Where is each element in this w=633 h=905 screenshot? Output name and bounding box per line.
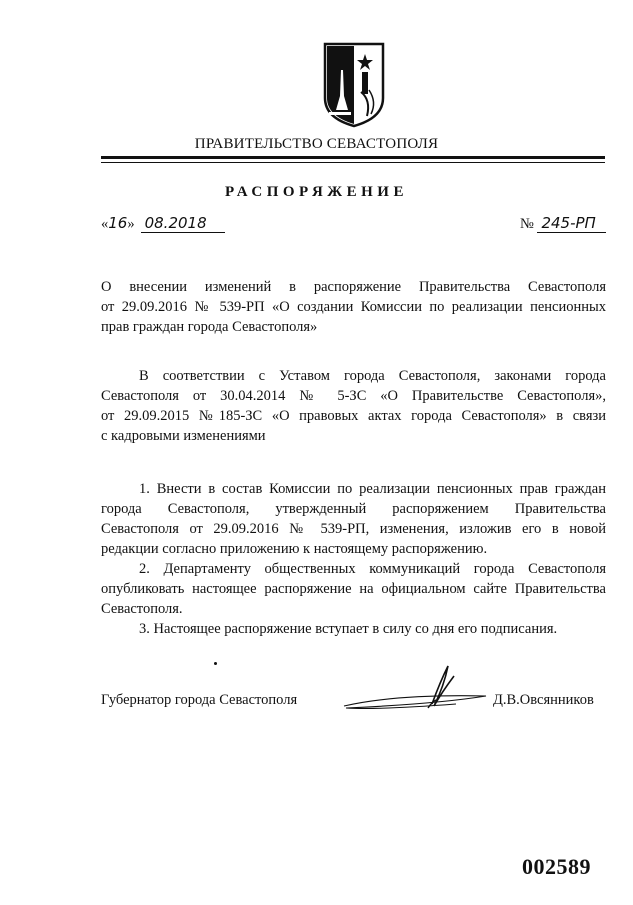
preamble [101, 366, 606, 446]
sevastopol-coat-of-arms-icon [321, 40, 387, 128]
ordered-items [101, 479, 606, 639]
item-1-line: Севастополя от 29.09.2016 № 539-РП, изменения, изложив его в новой [101, 521, 606, 537]
item-2-line: 2. Департаменту общественных коммуникаций города Севастополя [139, 561, 606, 577]
subject-line: прав граждан города Севастополя» [101, 319, 318, 335]
date-month-year: 08.2018 [141, 214, 225, 233]
document-number [520, 214, 606, 233]
government-title: ПРАВИТЕЛЬСТВО СЕВАСТОПОЛЯ [194, 136, 439, 152]
date-open-quote: « [101, 216, 109, 232]
signatory-title: Губернатор города Севастополя [101, 692, 298, 708]
document-subject [101, 277, 606, 337]
header-rule-thin [101, 162, 605, 163]
number-value: 245-РП [537, 214, 605, 233]
item-2-line: Севастополя. [101, 601, 183, 617]
preamble-line: Севастополя от 30.04.2014 № 5-ЗС «О Правительстве Севастополя», [101, 388, 606, 404]
item-1-line: 1. Внести в состав Комиссии по реализации пенсионных прав граждан [139, 481, 606, 497]
date-day: 16 [108, 214, 128, 232]
item-1-line: города Севастополя, утвержденный распоряжением Правительства [101, 501, 606, 517]
document-date [101, 214, 225, 233]
handwritten-signature [336, 662, 506, 718]
date-close-quote: » [127, 216, 135, 232]
subject-line: от 29.09.2016 № 539-РП «О создании Комиссии по реализации пенсионных [101, 299, 606, 315]
subject-line: О внесении изменений в распоряжение Правительства Севастополя [101, 279, 606, 295]
item-2-line: опубликовать настоящее распоряжение на официальном сайте Правительства [101, 581, 606, 597]
number-label: № [520, 216, 534, 232]
preamble-line: В соответствии с Уставом города Севастополя, законами города [139, 368, 606, 384]
document-type-heading: РАСПОРЯЖЕНИЕ [225, 184, 408, 200]
preamble-line: от 29.09.2015 №185-ЗС «О правовых актах города Севастополя» в связи [101, 408, 606, 424]
signatory-name: Д.В.Овсянников [493, 692, 594, 708]
item-1-line: редакции согласно приложению к настоящему распоряжению. [101, 541, 488, 557]
stray-mark [214, 662, 217, 665]
preamble-line: с кадровыми изменениями [101, 428, 266, 444]
header-rule-thick [101, 156, 605, 159]
item-3-line: 3. Настоящее распоряжение вступает в силу со дня его подписания. [139, 621, 558, 637]
serial-number: 002589 [522, 854, 591, 879]
